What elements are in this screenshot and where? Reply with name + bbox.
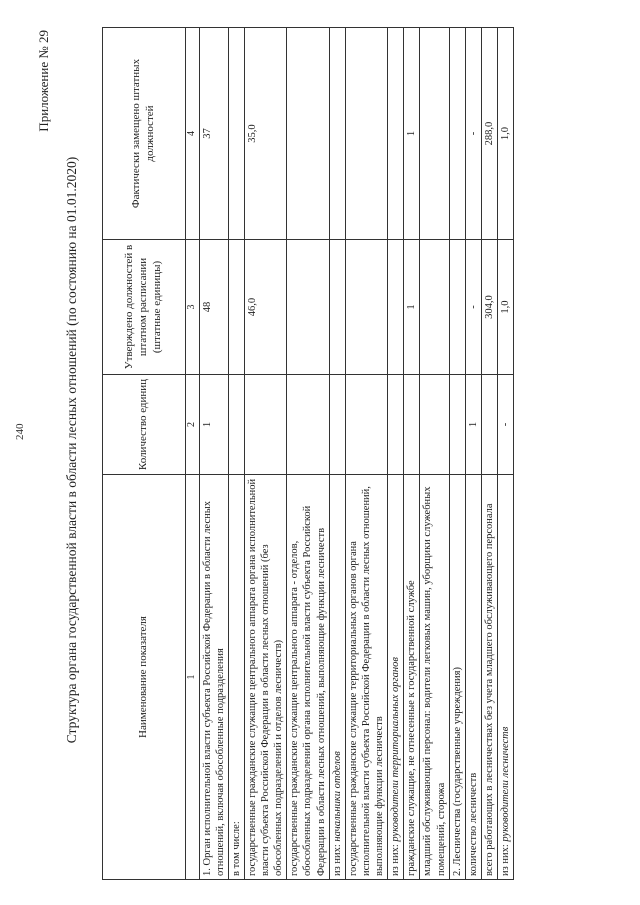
header-actual: Фактически замещено штатных должностей [103, 28, 186, 240]
cell-approved [345, 240, 387, 375]
row-label-cell [345, 475, 387, 880]
cell-actual: 37 [199, 28, 228, 240]
table-row [404, 28, 420, 880]
cell-approved: - [465, 240, 481, 375]
cell-actual: 1,0 [498, 28, 514, 240]
cell-approved: 1,0 [498, 240, 514, 375]
cell-actual [388, 28, 404, 240]
row-label: в том числе: [230, 821, 242, 876]
table-row [420, 28, 449, 880]
column-number: 3 [186, 240, 200, 375]
row-label-cell [481, 475, 497, 880]
column-number-row [186, 28, 200, 880]
table-row [465, 28, 481, 880]
row-label-cell [388, 475, 404, 880]
table-body [199, 28, 514, 880]
cell-actual [287, 28, 329, 240]
cell-units [388, 375, 404, 475]
row-label: начальники отделов [331, 751, 343, 842]
cell-approved [388, 240, 404, 375]
rotated-page [30, 20, 610, 880]
cell-units [404, 375, 420, 475]
row-prefix: из них: [390, 841, 402, 876]
document-title: Структура органа государственной власти в области лесных отношений (по состоянию на 01.01.2020) [64, 156, 79, 744]
cell-approved: 1 [404, 240, 420, 375]
cell-units [244, 375, 286, 475]
row-label-cell [404, 475, 420, 880]
cell-actual [329, 28, 345, 240]
cell-actual [345, 28, 387, 240]
cell-actual: 1 [404, 28, 420, 240]
row-label: государственные гражданские служащие центрального аппарата - отделов, обособленных подразделений органа исполнительной власти субъекта Российской Федерации в области лесных отношений, выполняющие функции лесничеств [289, 505, 327, 876]
row-label: государственные гражданские служащие территориальных органов органа исполнительной власти субъекта Российской Федерации в области лесных отношений, выполняющие функции лесничеств [347, 486, 385, 876]
cell-approved [449, 240, 465, 375]
row-label: младший обслуживающий персонал: водители легковых машин, уборщики служебных помещений, сторожа [422, 486, 447, 876]
row-label-cell [420, 475, 449, 880]
table-row [228, 28, 244, 880]
cell-units: 1 [199, 375, 228, 475]
cell-units [481, 375, 497, 475]
row-label-cell [465, 475, 481, 880]
header-units: Количество единиц [103, 375, 186, 475]
cell-units [420, 375, 449, 475]
cell-units [449, 375, 465, 475]
row-label: руководители лесничеств [500, 726, 511, 842]
row-label-cell [228, 475, 244, 880]
cell-actual: - [465, 28, 481, 240]
cell-approved [228, 240, 244, 375]
header-row [103, 28, 186, 880]
cell-approved [329, 240, 345, 375]
cell-approved: 48 [199, 240, 228, 375]
cell-units [329, 375, 345, 475]
row-label-cell [287, 475, 329, 880]
cell-approved [287, 240, 329, 375]
cell-approved [420, 240, 449, 375]
table-row [449, 28, 465, 880]
cell-actual [420, 28, 449, 240]
cell-units [228, 375, 244, 475]
cell-actual: 288,0 [481, 28, 497, 240]
row-label: государственные гражданские служащие центрального аппарата органа исполнительной власти субъекта Российской Федерации в области лесных отношений (без обособленных подразделений и отделов лесничеств) [246, 478, 285, 876]
appendix-label: Приложение № 29 [36, 30, 51, 132]
header-approved: Утверждено должностей в штатном расписании (штатные единицы) [103, 240, 186, 375]
row-label-cell [199, 475, 228, 880]
row-label: 1. Орган исполнительной власти субъекта Российской Федерации в области лесных отношений, включая обособленные подразделения [201, 500, 226, 876]
row-label-cell [329, 475, 345, 880]
row-label-cell [498, 475, 514, 880]
cell-units: 1 [465, 375, 481, 475]
column-number: 4 [186, 28, 200, 240]
cell-actual [449, 28, 465, 240]
cell-approved: 304,0 [481, 240, 497, 375]
table-row [498, 28, 514, 880]
cell-units: - [498, 375, 514, 475]
row-label: 2. Лесничества (государственные учреждения) [451, 667, 463, 876]
row-label: всего работающих в лесничествах без учета младшего обслуживающего персонала [483, 503, 495, 876]
table-row [287, 28, 329, 880]
cell-actual: 35,0 [244, 28, 286, 240]
row-prefix: из них: [331, 841, 343, 876]
column-number: 1 [186, 475, 200, 880]
cell-units [345, 375, 387, 475]
table-row [345, 28, 387, 880]
cell-units [287, 375, 329, 475]
table-row [199, 28, 228, 880]
row-prefix: из них: [500, 841, 511, 876]
table-row [388, 28, 404, 880]
structure-table [102, 27, 514, 880]
header-name: Наименование показателя [103, 475, 186, 880]
cell-actual [228, 28, 244, 240]
row-label: руководители территориальных органов [390, 657, 402, 842]
column-number: 2 [186, 375, 200, 475]
cell-approved: 46,0 [244, 240, 286, 375]
row-label: количество лесничеств [467, 772, 479, 876]
row-label-cell [449, 475, 465, 880]
row-label: гражданские служащие, не отнесенные к государственной службе [406, 580, 418, 876]
table-row [329, 28, 345, 880]
row-label-cell [244, 475, 286, 880]
page-number: 240 [14, 423, 26, 440]
table-row [481, 28, 497, 880]
table-row [244, 28, 286, 880]
